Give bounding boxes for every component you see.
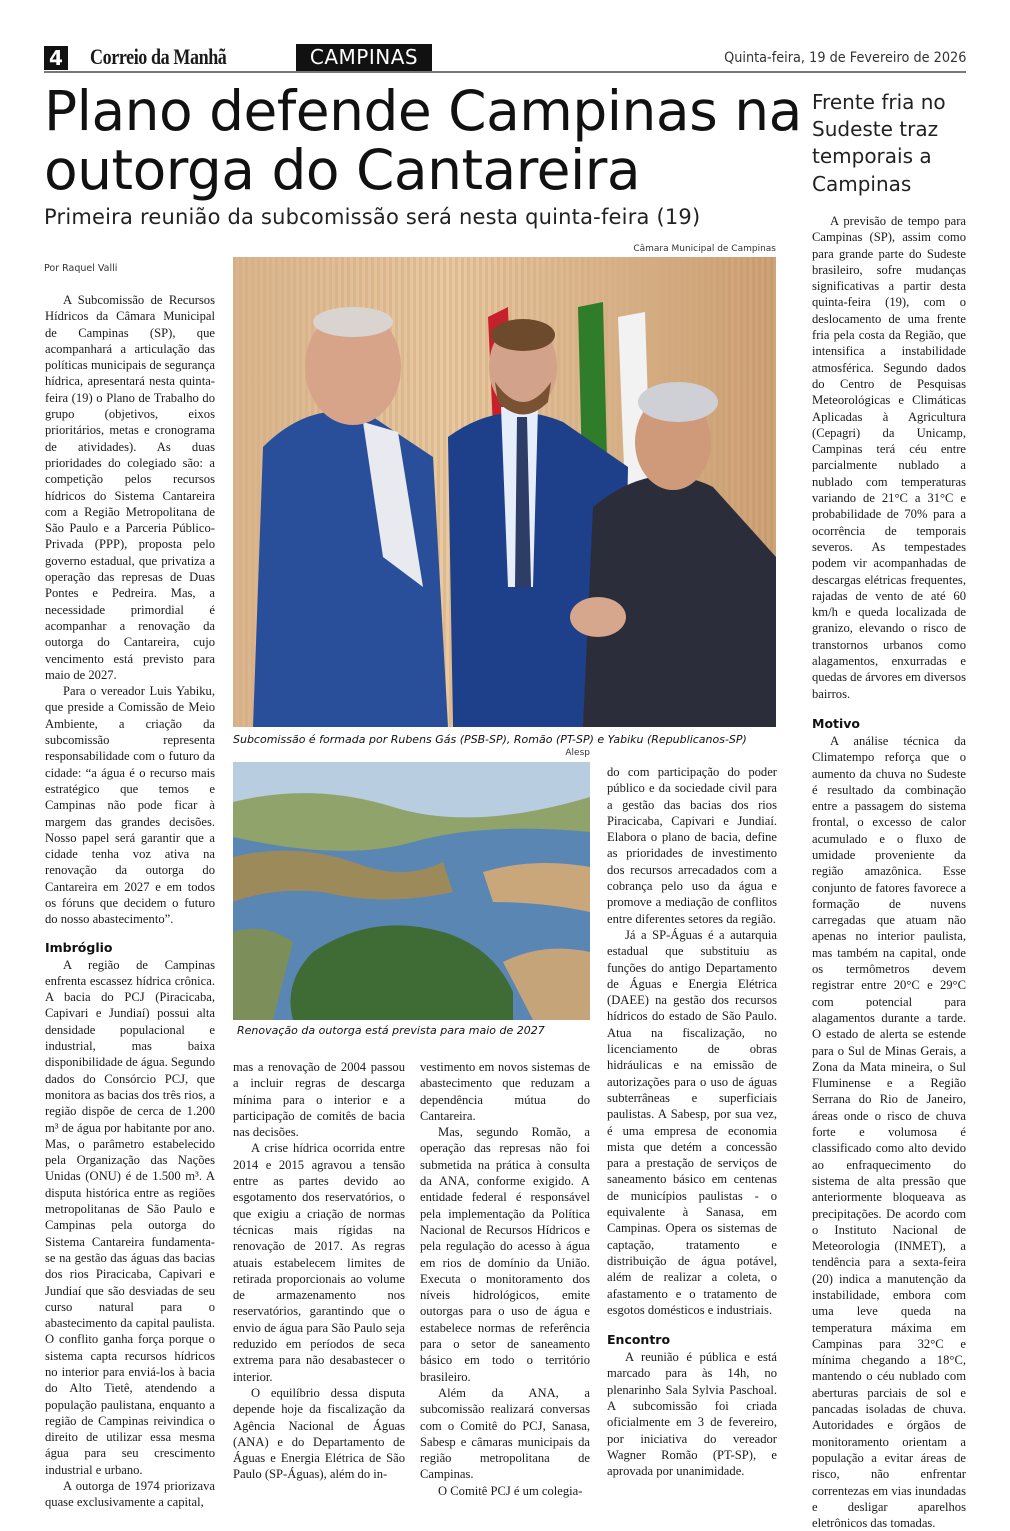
paragraph: Além da ANA, a subcomissão realizará conversas com o Comitê do PCJ, Sanasa, Sabesp e câmaras municipais da região metropolitana de Campinas. bbox=[420, 1385, 590, 1482]
paragraph: O equilíbrio dessa disputa depende hoje da fiscalização da Agência Nacional de Águas (ANA) e do Departamento de Águas e Energia Elétrica de São Paulo (SP-Águas), além do in- bbox=[233, 1385, 405, 1482]
paragraph: A crise hídrica ocorrida entre 2014 e 2015 agravou a tensão entre as partes devido ao esgotamento dos reservatórios, o que exigiu a criação de normas técnicas mais rígidas na renovação de 2017. As regras atuais estabelecem limites de retirada proporcionais ao volume de armazenamento nos reservatórios, garantindo que o envio de água para São Paulo seja reduzido em períodos de seca extrema para não desabastecer o interior. bbox=[233, 1141, 405, 1384]
article-subheadline: Primeira reunião da subcomissão será nesta quinta-feira (19) bbox=[44, 205, 701, 229]
page-number: 4 bbox=[44, 46, 68, 70]
paragraph: A outorga de 1974 priorizava quase exclusivamente a capital, bbox=[45, 1479, 215, 1510]
side-article-headline: Frente fria no Sudeste traz temporais a Campinas bbox=[812, 90, 946, 196]
meeting-photo bbox=[233, 257, 776, 727]
paragraph: vestimento em novos sistemas de abastecimento que reduzam a dependência mútua do Cantareira. bbox=[420, 1060, 590, 1123]
section-label: CAMPINAS bbox=[296, 44, 432, 71]
subheading: Imbróglio bbox=[45, 939, 113, 955]
paragraph: Mas, segundo Romão, a operação das represas não foi submetida na prática à consulta da ANA, conforme exigido. A entidade federal é responsável pela implementação da Política Nacional de Recursos Hídricos e pela regulação do acesso à água em rios de domínio da União. Executa o monitoramento dos níveis hidrológicos, emite outorgas para o uso de água e estabelece normas de referência para o setor de saneamento básico em todo o território brasileiro. bbox=[420, 1125, 590, 1384]
article-headline: Plano defende Campinas na outorga do Cantareira bbox=[44, 79, 802, 203]
subheading: Motivo bbox=[812, 715, 861, 731]
article-column-2 bbox=[233, 1059, 405, 1483]
paragraph: O Comitê PCJ é um colegia- bbox=[438, 1483, 583, 1498]
paragraph: A previsão de tempo para Campinas (SP), assim como para grande parte do Sudeste brasileiro, sofre mudanças significativas a partir desta quinta-feira (19), com o deslocamento de uma frente fria pela costa da Região, que intensifica a instabilidade atmosférica. Segundo dados do Centro de Pesquisas Meteorológicas e Climáticas Aplicadas à Agricultura (Cepagri) da Unicamp, Campinas terá céu entre parcialmente nublado a nublado com temperaturas variando de 21°C a 31°C e probabilidade de 70% para a ocorrência de temporais severos. As tempestades podem vir acompanhadas de descargas elétricas frequentes, rajadas de vento de até 60 km/h e queda localizada de granizo, elevando o risco de transtornos urbanos como alagamentos, enxurradas e quedas de árvores em diversos bairros. bbox=[812, 214, 966, 701]
paragraph: A reunião é pública e está marcado para às 14h, no plenarinho Sala Sylvia Paschoal. A subcomissão foi criada oficialmente em 3 de fevereiro, por iniciativa do vereador Wagner Romão (PT-SP), e aprovada por unanimidade. bbox=[607, 1350, 777, 1479]
photo-credit: Câmara Municipal de Campinas bbox=[633, 244, 776, 254]
paragraph: Já a SP-Águas é a autarquia estadual que substituiu as funções do antigo Departamento de Águas e Energia Elétrica (DAEE) na gestão dos recursos hídricos do estado de São Paulo. Atua na fiscalização, no licenciamento de obras hidráulicas e na emissão de autorizações para o uso de águas subterrâneas e superficiais paulistas. A Sabesp, por sua vez, é uma empresa de economia mista que detém a concessão para a prestação de serviços de saneamento básico em centenas de municípios paulistas - o equivalente à Sanasa, em Campinas. Opera os sistemas de captação, tratamento e distribuição de água potável, além de realizar a coleta, o afastamento e o tratamento de esgotos domésticos e industriais. bbox=[607, 927, 777, 1317]
paragraph: A Subcomissão de Recursos Hídricos da Câmara Municipal de Campinas (SP), que acompanhará a articulação das políticas municipais de segurança hídrica, apresentará nesta quinta-feira (19) o Plano de Trabalho do grupo (objetivos, eixos prioritários, metas e cronograma de atividades). As duas prioridades do colegiado são: a competição pelos recursos hídricos do Sistema Cantareira com a Região Metropolitana de São Paulo e a Parceria Público-Privada (PPP), proposta pelo governo estadual, que privatiza a operação das represas de Duas Pontes e Pedreira. Mas, a necessidade primordial é acompanhar a renovação da outorga do Cantareira, cujo vencimento está previsto para maio de 2027. bbox=[45, 293, 215, 682]
photo-credit: Alesp bbox=[565, 748, 590, 758]
paragraph: mas a renovação de 2004 passou a incluir regras de descarga mínima para o interior e a participação de comitês de bacia nas decisões. bbox=[233, 1060, 405, 1140]
paragraph: do com participação do poder público e da sociedade civil para a gestão das bacias dos rios Piracicaba, Capivari e Jundiaí. Elabora o plano de bacia, define as prioridades de investimento dos recursos arrecadados com a cobrança pelo uso da água e promove a mediação de conflitos entre diferentes setores da região. bbox=[607, 765, 777, 926]
photo-caption: Renovação da outorga está prevista para maio de 2027 bbox=[237, 1024, 545, 1037]
subheading: Encontro bbox=[607, 1332, 671, 1348]
byline: Por Raquel Valli bbox=[44, 263, 118, 274]
issue-date: Quinta-feira, 19 de Fevereiro de 2026 bbox=[723, 50, 966, 66]
photo-caption: Subcomissão é formada por Rubens Gás (PSB-SP), Romão (PT-SP) e Yabiku (Republicanos-SP) bbox=[233, 733, 747, 746]
header-divider bbox=[44, 71, 966, 73]
paragraph: A análise técnica da Climatempo reforça que o aumento da chuva no Sudeste é resultado da combinação entre a passagem do sistema frontal, o excesso de calor acumulado e o fluxo de umidade proveniente da região amazônica. Esse conjunto de fatores favorece a formação de nuvens carregadas que atuam não apenas no interior paulista, mas também na capital, onde os termômetros devem registrar entre 20°C e 29°C com potencial para alagamentos durante a tarde. O estado de alerta se estende para o Sul de Minas Gerais, a Zona da Mata mineira, o Sul Fluminense e a Região Serrana do Rio de Janeiro, áreas onde o risco de chuva forte e volumosa é classificado como alto devido ao enfraquecimento do sistema de alta pressão que anteriormente bloqueava as precipitações. De acordo com o Instituto Nacional de Meteorologia (INMET), a tendência para a sexta-feira (20) indica a manutenção da instabilidade, embora com uma leve queda na temperatura máxima em Campinas para 32°C e mínima chegando a 18°C, mantendo o céu nublado com aberturas parciais de sol e pancadas isoladas de chuva. Autoridades e órgãos de monitoramento orientam a população a evitar áreas de risco, não enfrentar correntezas em vias inundadas e desligar aparelhos eletrônicos das tomadas. bbox=[812, 733, 966, 1531]
article-column-1 bbox=[45, 292, 215, 1511]
reservoir-aerial-photo bbox=[233, 762, 590, 1020]
article-column-3 bbox=[420, 1059, 590, 1499]
article-column-4 bbox=[607, 764, 777, 1479]
newspaper-masthead: Correio da Manhã bbox=[90, 44, 227, 69]
paragraph: Para o vereador Luis Yabiku, que preside a Comissão de Meio Ambiente, a criação da subcomissão representa responsabilidade com o futuro da cidade: “a água é o recurso mais estratégico que temos e Campinas não pode ficar à margem das grandes decisões. Nosso papel será garantir que a cidade tenha voz ativa na renovação da outorga do Cantareira em 2027 e em todos os fóruns que decidem o futuro do nosso abastecimento”. bbox=[45, 684, 215, 927]
side-article-column bbox=[812, 213, 966, 1531]
paragraph: A região de Campinas enfrenta escassez hídrica crônica. A bacia do PCJ (Piracicaba, Capivari e Jundiaí) possui alta densidade populacional e industrial, mas baixa disponibilidade de água. Segundo dados do Consórcio PCJ, que monitora as bacias dos três rios, a região dispõe de cerca de 1.200 m³ de água por habitante por ano. Mas, o parâmetro estabelecido pela Organização das Nações Unidas (ONU) é de 1.500 m³. A disputa histórica entre as regiões metropolitanas de São Paulo e Campinas pela outorga do Sistema Cantareira fundamenta-se na gestão das águas das bacias dos rios Piracicaba, Capivari e Jundiaí que são desviadas de seu curso natural para o abastecimento da capital paulista. O conflito ganha força porque o sistema capta recursos hídricos no interior para enviá-los à bacia do Alto Tietê, atendendo a população paulistana, enquanto a região de Campinas reivindica o direito de utilizar essa mesma água para seu crescimento industrial e urbano. bbox=[45, 957, 215, 1477]
